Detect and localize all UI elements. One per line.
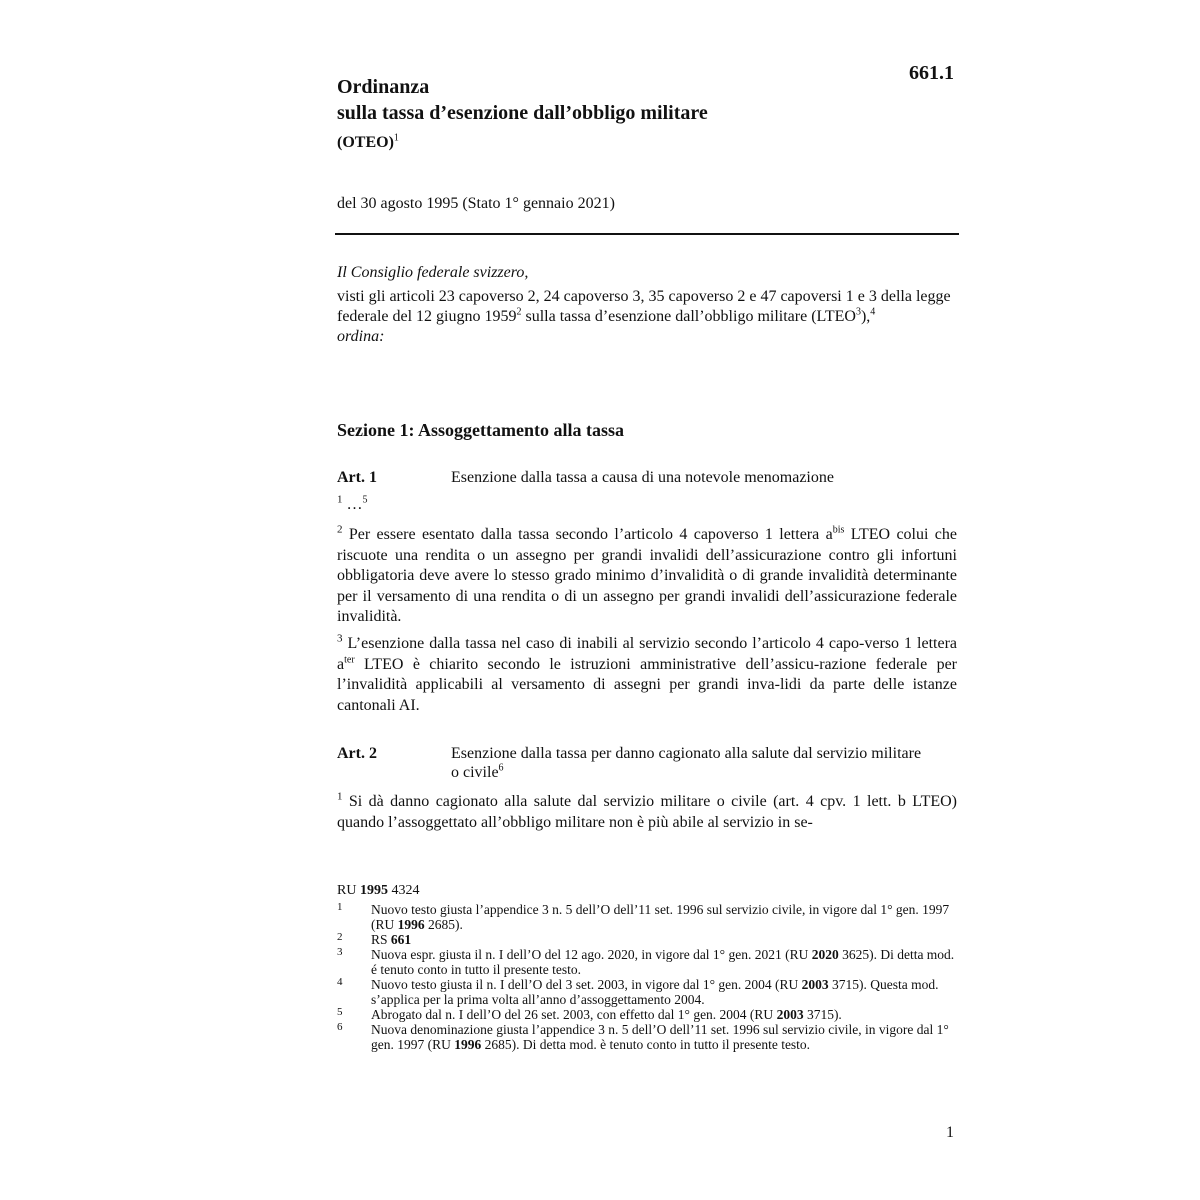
article-1-paragraph-3 [337,634,957,716]
divider [335,233,959,235]
abbreviation [337,134,708,152]
footnote-text: 2685). [424,917,463,932]
paragraph-text-b: LTEO colui che riscuote una rendita o un assegno per grandi invalidi dell’assicurazione contro gli infortuni obbligatoria deve avere lo stesso grado minimo d’invalidità o di grande invalidità determinante per il versamento di una rendita o di un assegno per grandi invalidi dell’assicurazione federale invalidità. [337,526,957,625]
paragraph-text: … [342,496,363,513]
paragraph-text-b: LTEO è chiarito secondo le istruzioni amministrative dell’assicu-razione federale per l’invalidità applicabili al versamento di assegni per grandi inva-lidi da parte delle istanze cantonali AI. [337,655,957,714]
footnote-ref[interactable]: 5 [362,494,368,506]
paragraph-number: 2 [337,523,343,536]
preamble-text-a: visti gli articoli 23 capoverso 2, 24 capoverso 3, 35 capoverso 2 e 47 capoversi 1 e 3 della legge federale del 12 giugno 1959 [337,288,951,325]
article-1-heading [337,468,957,488]
footnote-ref[interactable]: 4 [870,306,876,318]
footnote-number: 2 [337,931,343,943]
footnote-text: Nuova denominazione giusta l’appendice 3 n. 5 dell’O dell’11 set. 1996 sul servizio civile, in vigore dal 1° gen. 1997 (RU [371,1022,949,1052]
footnote-number: 5 [337,1006,343,1018]
footnote-bold: 2020 [811,947,839,962]
footnote-bold: 2003 [801,977,829,992]
preamble-text-b: sulla tassa d’esenzione dall’obbligo militare (LTEO [521,308,856,325]
footnote-text: Nuova espr. giusta il n. I dell’O del 12 ago. 2020, in vigore dal 1° gen. 2021 (RU [371,947,812,962]
footnote-text: Abrogato dal n. I dell’O del 26 set. 2003, con effetto dal 1° gen. 2004 (RU [371,1007,777,1022]
paragraph-text: Si dà danno cagionato alla salute dal servizio militare o civile (art. 4 cpv. 1 lett. b LTEO) quando l’assoggettato all’obbligo militare non è più abile al servizio in se- [337,793,957,831]
footnote-5 [337,1007,957,1022]
footnote-text: Nuovo testo giusta l’appendice 3 n. 5 dell’O dell’11 set. 1996 sul servizio civile, in vigore dal 1° gen. 1997 (RU [371,902,950,932]
footnote-ref[interactable]: 3 [855,306,861,318]
page-number: 1 [946,1124,954,1141]
footnote-number: 4 [337,976,343,988]
paragraph-number: 1 [337,493,343,506]
footnote-4 [337,977,957,1007]
footnote-bold: 1996 [454,1037,482,1052]
preamble-authority: Il Consiglio federale svizzero, [337,264,529,281]
ru-page: 4324 [387,883,420,898]
footnote-text: RS [371,932,391,947]
document-page [337,58,957,1158]
article-1-paragraph-2 [337,525,957,628]
footnote-bold: 2003 [776,1007,804,1022]
superscript: ter [344,654,355,666]
article-1-paragraph-1 [337,495,957,516]
article-2-heading [337,744,957,784]
paragraph-number: 3 [337,632,343,645]
preamble [337,263,957,347]
sr-number: 661.1 [909,62,954,84]
footnote-number: 3 [337,946,343,958]
ru-reference [337,882,957,899]
title-block [337,74,708,152]
footnote-ref[interactable]: 1 [393,132,399,144]
article-number: Art. 2 [337,745,377,762]
footnote-text: 3715). Questa mod. s’applica per la prima volta all’anno d’assoggettamento 2004. [371,977,939,1007]
footnote-text: 2685). Di detta mod. è tenuto conto in tutto il presente testo. [481,1037,811,1052]
footnote-bold: 1996 [397,917,425,932]
ru-year: 1995 [359,883,388,898]
footnote-number: 1 [337,901,343,913]
footnote-bold: 661 [390,932,412,947]
paragraph-text-a: L’esenzione dalla tassa nel caso di inabili al servizio secondo l’articolo 4 capo-verso 1 lettera a [337,635,957,673]
abbreviation-text: (OTEO) [337,134,394,151]
article-title [451,744,931,782]
date-line: del 30 agosto 1995 (Stato 1° gennaio 2021) [337,195,615,212]
section-title: Sezione 1: Assoggettamento alla tassa [337,420,624,440]
footnotes [337,882,957,1052]
article-title-text: Esenzione dalla tassa per danno cagionato alla salute dal servizio militare o civile [451,745,922,781]
title-line-1: Ordinanza [337,76,430,98]
footnote-number: 6 [337,1021,343,1033]
preamble-text [337,287,957,327]
title-line-2: sulla tassa d’esenzione dall’obbligo militare [337,102,708,124]
article-number: Art. 1 [337,469,377,486]
preamble-text-c: ), [860,308,871,325]
footnote-text: 3625). Di detta mod. é tenuto conto in tutto il presente testo. [371,947,955,977]
footnote-1 [337,902,957,932]
superscript: bis [832,524,845,536]
preamble-ordina: ordina: [337,328,385,345]
footnote-6 [337,1022,957,1052]
footnote-3 [337,947,957,977]
paragraph-text-a: Per essere esentato dalla tassa secondo l’articolo 4 capoverso 1 lettera a [342,526,833,543]
article-title: Esenzione dalla tassa a causa di una notevole menomazione [451,469,834,486]
footnote-text: 3715). [803,1007,842,1022]
footnote-ref[interactable]: 6 [498,762,504,774]
paragraph-number: 1 [337,790,343,803]
footnote-2 [337,932,957,947]
article-2-paragraph-1 [337,792,957,833]
footnote-ref[interactable]: 2 [516,306,522,318]
footnote-text: Nuovo testo giusta il n. I dell’O del 3 set. 2003, in vigore dal 1° gen. 2004 (RU [371,977,802,992]
ru-prefix: RU [337,883,360,898]
